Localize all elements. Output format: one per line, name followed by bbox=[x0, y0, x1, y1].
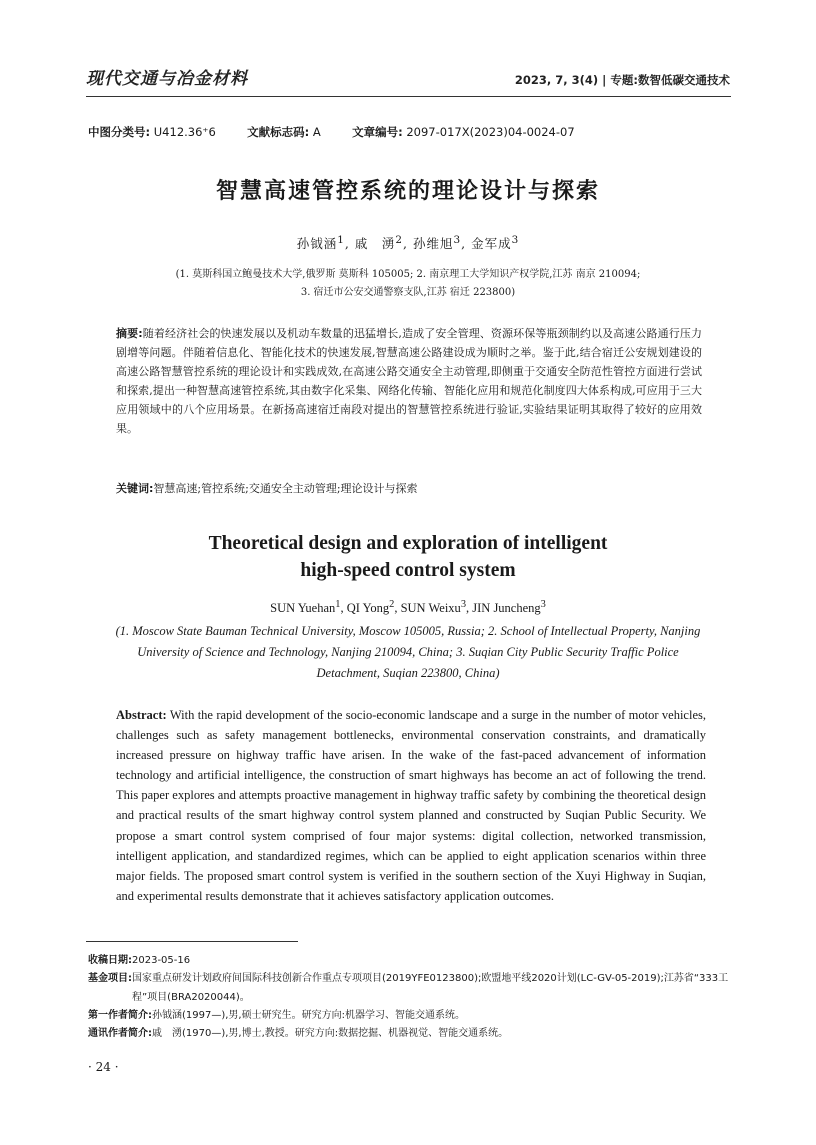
received-label: 收稿日期: bbox=[88, 955, 132, 966]
cn-keywords bbox=[116, 480, 702, 498]
cn-keywords-label: 关键词: bbox=[116, 482, 154, 495]
journal-logo: 现代交通与冶金材料 bbox=[86, 69, 248, 89]
footnotes bbox=[88, 952, 734, 1043]
footnote-rule bbox=[86, 941, 298, 942]
cn-title: 智慧高速管控系统的理论设计与探索 bbox=[215, 179, 600, 204]
cn-author-sup: 2 bbox=[395, 234, 404, 246]
cn-affiliations bbox=[110, 266, 706, 302]
header-rule bbox=[86, 96, 731, 97]
en-authors: SUN Yuehan$^1$, QI Yong$^2$, SUN Weixu$^3$, JIN Juncheng$^3$ bbox=[270, 599, 546, 616]
en-author-sup: 3 bbox=[460, 599, 467, 610]
footnote-corresponding-author bbox=[88, 1025, 734, 1043]
article-number-label: 文章编号: bbox=[352, 125, 403, 139]
en-title-line: Theoretical design and exploration of intelligent bbox=[208, 533, 608, 554]
cn-affiliation-line: 3. 宿迁市公安交通警察支队,江苏 宿迁 223800) bbox=[300, 287, 516, 298]
en-abstract-text: With the rapid development of the socio-economic landscape and a surge in the number of motor vehicles, challenges such as safety management bottlenecks, environmental conservation constraints, and dramatically increased pressure on highway traffic have arisen. In the wake of the fast-paced advancement of information technology and artificial intelligence, the construction of smart highways has become an act of following the trend. This paper explores and attempts proactive management in highway traffic safety by combining the theoretical design and practical results of the smart highway control system planned and constructed by Suqian Public Security. We propose a smart control system comprised of four major systems: digital collection, networked transmission, intelligent application, and standardized regimes, which can be applied to eight application scenarios within three major fields. The proposed smart control system is verified in the southern section of the Xuyi Highway in Suqian, and experimental results demonstrate that it achieves satisfactory application outcomes. bbox=[116, 708, 706, 903]
cn-author-name: 金军成 bbox=[471, 236, 512, 252]
en-author-sup: 2 bbox=[389, 599, 395, 610]
en-title bbox=[0, 530, 816, 584]
first-author-label: 第一作者简介: bbox=[88, 1009, 152, 1021]
cn-abstract-text: 随着经济社会的快速发展以及机动车数量的迅猛增长,造成了安全管理、资源环保等瓶颈制约以及高速公路通行压力剧增等问题。伴随着信息化、智能化技术的快速发展,智慧高速公路建设成为顺时之举。鉴于此,结合宿迁公安规划建设的高速公路智慧管控系统的理论设计和实践成效,在高速公路交通安全主动管理,即侧重于交通安全防范性管控方面进行尝试和探索,提出一种智慧高速管控系统,其由数字化采集、网络化传输、智能化应用和规范化制度四大体系构成,可应用于三大应用领域中的八个应用场景。在新扬高速宿迁南段对提出的智慧管控系统进行验证,实验结果证明其取得了较好的应用效果。 bbox=[116, 327, 702, 436]
article-number-value: 2097-017X(2023)04-0024-07 bbox=[406, 125, 575, 139]
footnote-received bbox=[88, 952, 734, 970]
en-author-sup: 1 bbox=[335, 599, 341, 610]
issue-info: 2023, 7, 3(4) bbox=[514, 73, 599, 87]
en-abstract bbox=[116, 705, 706, 906]
fund-label: 基金项目: bbox=[88, 973, 132, 985]
cn-author-name: 孙钺涵 bbox=[296, 236, 338, 252]
cn-keywords-text: 智慧高速;管控系统;交通安全主动管理;理论设计与探索 bbox=[153, 482, 418, 495]
footnote-fund bbox=[88, 970, 734, 1007]
doc-code-value: A bbox=[312, 125, 321, 139]
corresponding-value: 戚 湧(1970—),男,博士,教授。研究方向:数据挖掘、机器视觉、智能交通系统。 bbox=[152, 1028, 509, 1040]
cn-author-sup: 3 bbox=[511, 234, 520, 246]
cn-affiliation-line: (1. 莫斯科国立鲍曼技术大学,俄罗斯 莫斯科 105005; 2. 南京理工大学知识产权学院,江苏 南京 210094; bbox=[175, 269, 641, 280]
en-abstract-label: Abstract: bbox=[116, 708, 167, 722]
received-value: 2023-05-16 bbox=[132, 955, 191, 966]
en-author-name: SUN Yuehan bbox=[270, 601, 336, 616]
en-author-name: SUN Weixu bbox=[400, 601, 461, 616]
doc-code-label: 文献标志码: bbox=[247, 125, 310, 139]
cn-author-name: 戚 湧 bbox=[354, 236, 396, 252]
classification-line bbox=[88, 124, 575, 140]
en-title-line: high-speed control system bbox=[300, 560, 516, 581]
en-author-name: JIN Juncheng bbox=[472, 601, 541, 616]
clc-label: 中图分类号: bbox=[88, 125, 151, 139]
corresponding-label: 通讯作者简介: bbox=[88, 1028, 152, 1040]
en-author-name: QI Yong bbox=[346, 601, 390, 616]
cn-author-name: 孙维旭 bbox=[412, 236, 454, 252]
en-affiliations: (1. Moscow State Bauman Technical University, Moscow 105005, Russia; 2. School of Intellectual Property, Nanjing University of Science and Technology, Nanjing 210094, China; 3. Suqian City Public Security Traffic Police Detachment, Suqian 223800, China) bbox=[115, 624, 701, 680]
cn-author-sup: 1 bbox=[337, 234, 345, 246]
page-number: · 24 · bbox=[88, 1060, 119, 1074]
clc-value: U412.36⁺6 bbox=[153, 125, 216, 139]
cn-abstract bbox=[116, 324, 702, 439]
en-author-sup: 3 bbox=[540, 599, 546, 610]
cn-authors: 孙钺涵$^1$, 戚 湧$^2$, 孙维旭$^3$, 金军成$^3$ bbox=[296, 234, 520, 252]
footnote-first-author bbox=[88, 1007, 734, 1025]
header-separator: | bbox=[602, 73, 607, 87]
cn-author-sup: 3 bbox=[453, 234, 462, 246]
first-author-value: 孙钺涵(1997—),男,硕士研究生。研究方向:机器学习、智能交通系统。 bbox=[152, 1009, 465, 1021]
cn-abstract-label: 摘要: bbox=[116, 327, 143, 340]
issue-column-header bbox=[515, 72, 730, 88]
column-name: 专题:数智低碳交通技术 bbox=[610, 73, 730, 87]
fund-value: 国家重点研发计划政府间国际科技创新合作重点专项项目(2019YFE0123800);欧盟地平线2020计划(LC-GV-05-2019);江苏省“333工程”项目(BRA2020044)。 bbox=[132, 973, 729, 1003]
